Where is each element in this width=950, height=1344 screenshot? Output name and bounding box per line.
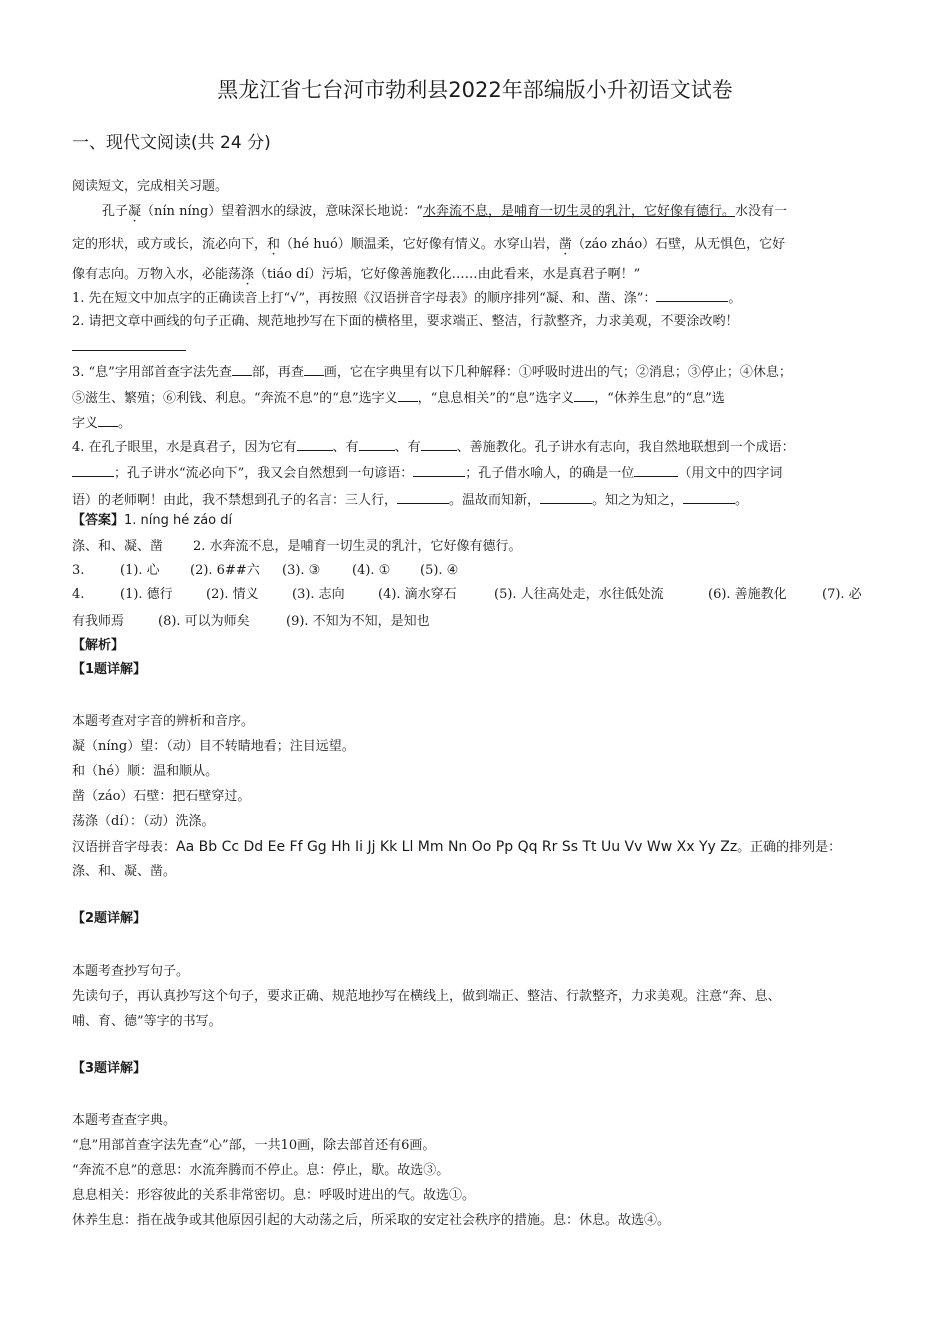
answer-line-1: 【答案】1. níng hé záo dí xyxy=(72,513,233,528)
passage-line-1: 孔子凝（nín níng）望着泗水的绿波，意味深长地说：“水奔流不息，是哺育一切生灵的乳汁，它好像有德行。水没有一 xyxy=(102,204,787,219)
answer-3-item: (2). 6##六 xyxy=(190,563,260,578)
dotted-char-zao: 凿 xyxy=(558,237,572,252)
answer-4-item: (5). 人往高处走，水往低处流 xyxy=(494,587,664,602)
passage-line-2: 定的形状，或方或长，流必向下，和（hé huó）顺温柔，它好像有情义。水穿山岩，凿（záo zháo）石壁，从无惧色，它好 xyxy=(72,237,786,252)
underlined-sentence: 水奔流不息，是哺育一切生灵的乳汁，它好像有德行。 xyxy=(422,204,735,219)
dotted-char-ning: 凝 xyxy=(128,204,142,219)
detail-3-label: 【3题详解】 xyxy=(72,1061,147,1076)
question-4-line-3: 语）的老师啊！由此，我不禁想到孔子的名言：三人行， 。温故而知新， 。知之为知之， 。 xyxy=(72,490,748,510)
answer-4-item: (6). 善施教化 xyxy=(708,587,787,602)
detail-1-label: 【1题详解】 xyxy=(72,662,147,677)
exam-page: 黑龙江省七台河市勃利县2022年部编版小升初语文试卷 一、现代文阅读(共 24 分) 阅读短文，完成相关习题。 孔子凝（nín níng）望着泗水的绿波，意味深长地说：“水奔流不息，是哺育一切生灵的乳汁，它好像有德行。水没有一 定的形状，或方或长，流必向下，和（hé huó）顺温柔，它好像有情义。水穿山岩，凿（záo zháo）石壁，从无惧色，它好 像有志向。万物入水，必能荡涤（tiáo dí）污垢，它好像善施教化……由此看来，水是真君子啊！” 1. 先在短文中加点字的正确读音上打“√”，再按照《汉语拼音字母表》的顺序排列“凝、和、凿、涤”： 。 2. 请把文章中画线的句子正确、规范地抄写在下面的横格里，要求端正、整洁，行款整齐，力求美观，不要涂改哟！ 3. “息”字用部首查字法先查 部，再查 画，它在字典里有以下几种解释：①呼吸时进出的气；②消息；③停止；④休息； ⑤滋生、繁殖；⑥利钱、利息。“奔流不息”的“息”选字义 ，“息息相关”的“息”选字义 ，“休养生息”的“息”选 字义 。 4. 在孔子眼里，水是真君子，因为它有 、有 、有 、善施教化。孔子讲水有志向，我自然地联想到一个成语： ；孔子讲水“流必向下”，我又会自然想到一句谚语： ；孔子借水喻人，的确是一位 （用文中的四字词 语）的老师啊！由此，我不禁想到孔子的名言：三人行， 。温故而知新， 。知之为知之， 。 【答案】1. níng hé záo dí 涤、和、凝、凿 2. 水奔流不息，是哺育一切生灵的乳汁，它好像有德行。 3. (1). 心 (2). 6##六 (3). ③ (4). ① (5). ④ 4. (1). 德行 (2). 情义 (3). 志向 (4). 滴水穿石 (5). 人往高处走，水往低处流 (6). 善施教化 (7). 必 有我师焉 (8). 可以为师矣 (9). 不知为不知，是知也 【解析】 【1题详解】 本题考查对字音的辨析和音序。 凝（níng）望：（动）目不转睛地看；注目远望。 和（hé）顺：温和顺从。 凿（záo）石壁：把石壁穿过。 荡涤（dí）：（动）洗涤。 汉语拼音字母表：Aa Bb Cc Dd Ee Ff Gg Hh Ii Jj Kk Ll Mm Nn Oo Pp Qq Rr Ss Tt Uu Vv Ww Xx Yy Zz。正确的排列是： 涤、和、凝、凿。 【2题详解】 本题考查抄写句子。 先读句子，再认真抄写这个句子，要求正确、规范地抄写在横线上，做到端正、整洁、行款整齐，力求美观。注意“奔、息、 哺、育、德”等字的书写。 【3题详解】 本题考查查字典。 “息”用部首查字法先查“心”部，一共10画，除去部首还有6画。 “奔流不息”的意思：水流奔腾而不停止。息：停止，歇。故选③。 息息相关：形容彼此的关系非常密切。息：呼吸时进出的气。故选①。 休养生息：指在战争或其他原因引起的大动荡之后，所采取的安定社会秩序的措施。息：休息。故选④。 xyxy=(0,0,950,1344)
question-2: 2. 请把文章中画线的句子正确、规范地抄写在下面的横格里，要求端正、整洁，行款整齐，力求美观，不要涂改哟！ xyxy=(72,314,739,329)
copy-line xyxy=(72,350,186,351)
alphabet-line: 汉语拼音字母表：Aa Bb Cc Dd Ee Ff Gg Hh Ii Jj Kk Ll Mm Nn Oo Pp Qq Rr Ss Tt Uu Vv Ww Xx Yy Zz。正确的排列是： xyxy=(72,839,842,855)
question-3-line-1: 3. “息”字用部首查字法先查 部，再查 画，它在字典里有以下几种解释：①呼吸时进出的气；②消息；③停止；④休息； xyxy=(72,362,792,382)
question-4-line-1: 4. 在孔子眼里，水是真君子，因为它有 、有 、有 、善施教化。孔子讲水有志向，我自然地联想到一个成语： xyxy=(72,437,795,457)
answer-4-item: (3). 志向 xyxy=(292,587,345,602)
dotted-char-he: 和 xyxy=(267,237,281,252)
reading-instruction: 阅读短文，完成相关习题。 xyxy=(72,179,229,194)
answer-3-item: (1). 心 xyxy=(120,563,160,578)
answer-3-item: (4). ① xyxy=(352,563,391,578)
page-title: 黑龙江省七台河市勃利县2022年部编版小升初语文试卷 xyxy=(217,78,733,102)
answer-line-2: 涤、和、凝、凿 2. 水奔流不息，是哺育一切生灵的乳汁，它好像有德行。 xyxy=(72,539,522,554)
passage-line-3: 像有志向。万物入水，必能荡涤（tiáo dí）污垢，它好像善施教化……由此看来，水是真君子啊！” xyxy=(72,267,641,282)
dotted-char-di: 涤 xyxy=(241,267,255,282)
answer-4-item: (7). 必 xyxy=(822,587,862,602)
question-4-line-2: ；孔子讲水“流必向下”，我又会自然想到一句谚语： ；孔子借水喻人，的确是一位 （用文中的四字词 xyxy=(72,463,782,483)
answer-blank xyxy=(656,288,728,302)
question-3-line-2: ⑤滋生、繁殖；⑥利钱、利息。“奔流不息”的“息”选字义 ，“息息相关”的“息”选字义 ，“休养生息”的“息”选 xyxy=(72,388,725,408)
answer-label: 【答案】 xyxy=(72,513,125,528)
section-heading: 一、现代文阅读(共 24 分) xyxy=(72,133,271,153)
analysis-label: 【解析】 xyxy=(72,638,125,653)
answer-3-item: (3). ③ xyxy=(282,563,321,578)
question-1: 1. 先在短文中加点字的正确读音上打“√”，再按照《汉语拼音字母表》的顺序排列“凝、和、凿、涤”： 。 xyxy=(72,288,741,308)
detail-2-label: 【2题详解】 xyxy=(72,911,147,926)
question-3-line-3: 字义 。 xyxy=(72,413,131,433)
answer-4-item: (1). 德行 xyxy=(120,587,173,602)
answer-4-item: (4). 滴水穿石 xyxy=(378,587,457,602)
answer-3-item: (5). ④ xyxy=(420,563,459,578)
answer-4-item: (2). 情义 xyxy=(206,587,259,602)
